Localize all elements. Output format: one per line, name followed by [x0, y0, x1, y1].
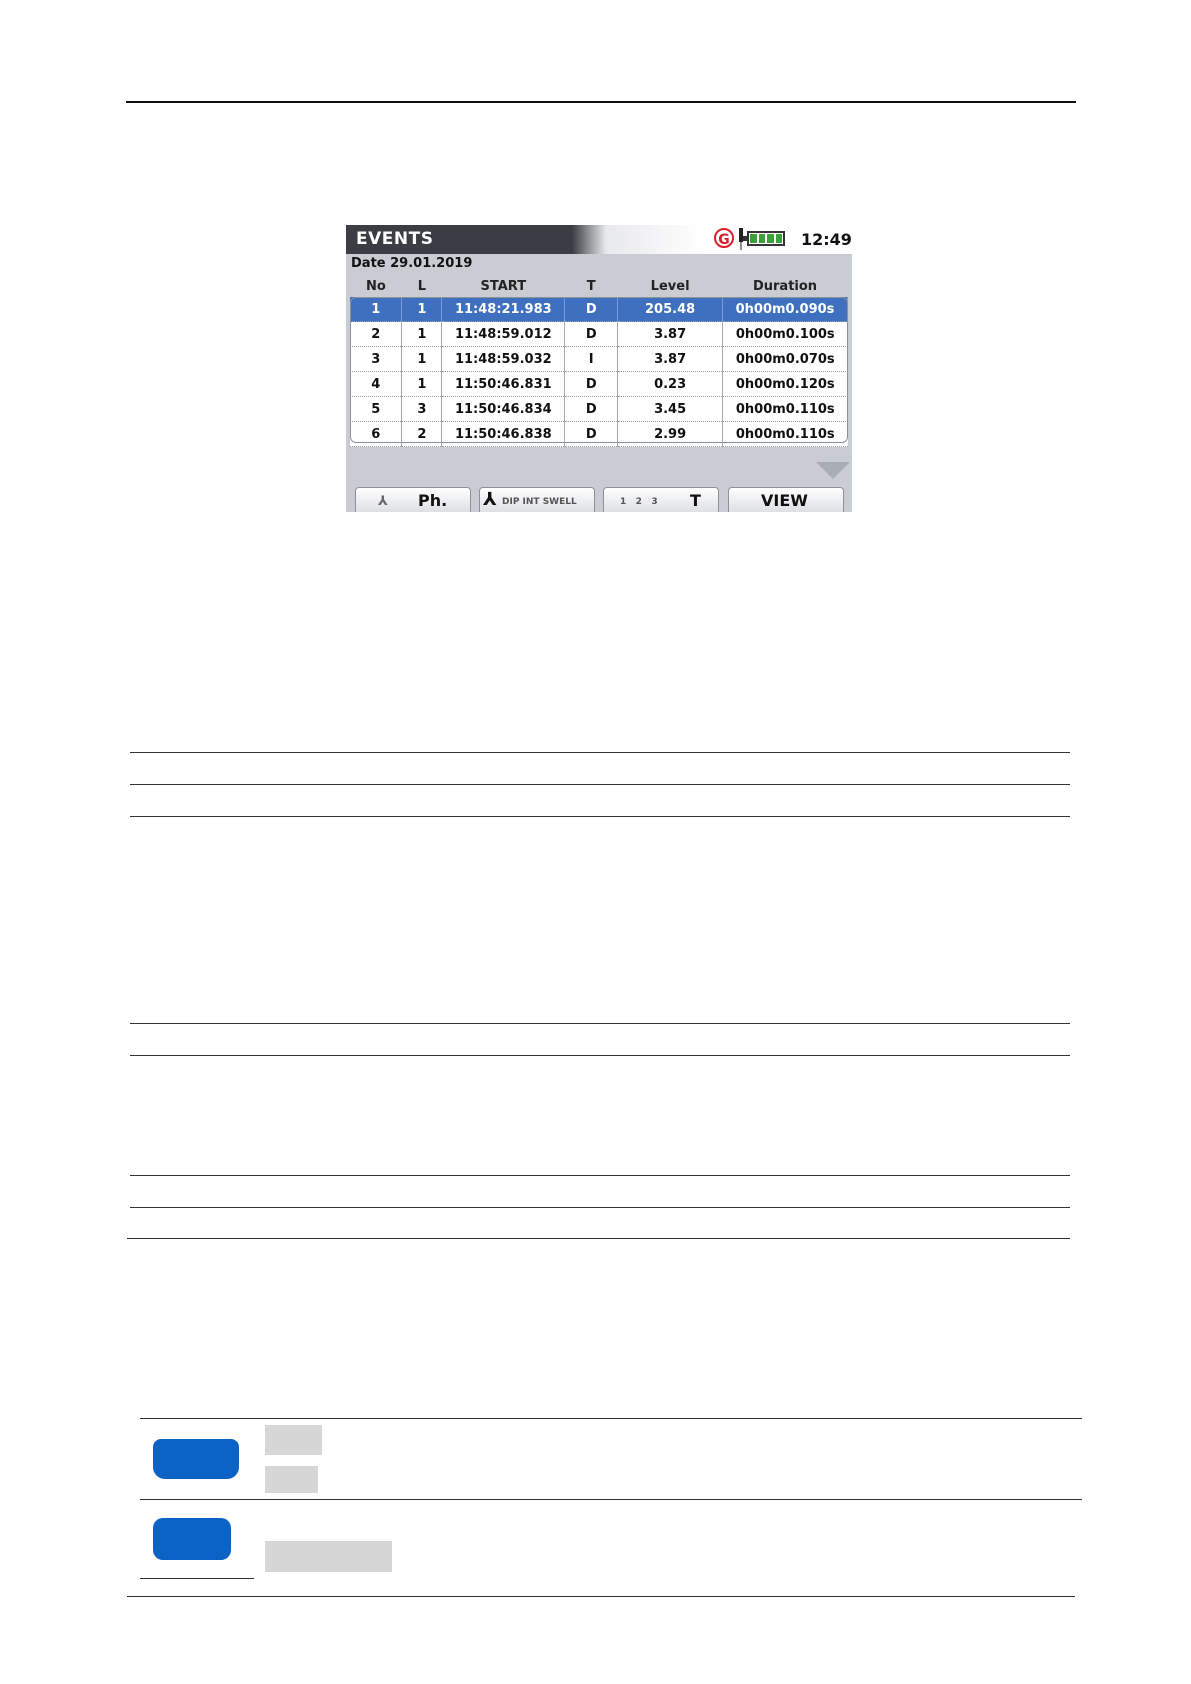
events-table	[350, 275, 848, 447]
cell-start: 11:50:46.834	[442, 397, 565, 422]
cell-duration: 0h00m0.070s	[723, 347, 848, 372]
cell-l: 3	[402, 397, 442, 422]
cell-no: 1	[350, 297, 402, 322]
table-rule	[127, 1238, 1070, 1239]
phase-total-label: T	[690, 491, 701, 510]
redacted-label	[265, 1425, 322, 1455]
cell-duration: 0h00m0.110s	[723, 397, 848, 422]
cell-level: 3.87	[618, 347, 723, 372]
view-label: VIEW	[761, 491, 808, 510]
table-rule	[130, 1175, 1070, 1176]
table-rule	[130, 1207, 1070, 1208]
scroll-down-icon[interactable]	[816, 462, 850, 479]
legend-rule	[140, 1418, 1082, 1419]
cell-level: 2.99	[618, 422, 723, 447]
cell-start: 11:50:46.831	[442, 372, 565, 397]
column-header-level: Level	[650, 278, 690, 294]
phase-filter-label: Ph.	[418, 491, 448, 510]
legend-rule	[127, 1596, 1075, 1597]
event-type-icon: ⅄	[483, 489, 497, 510]
phase-list: 1 2 3	[620, 497, 658, 507]
table-row[interactable]	[350, 322, 848, 347]
header-rule	[126, 101, 1076, 103]
phase-select-button[interactable]	[603, 487, 719, 512]
cell-duration: 0h00m0.100s	[723, 322, 848, 347]
cell-l: 1	[402, 322, 442, 347]
cell-duration: 0h00m0.090s	[723, 297, 848, 322]
cell-l: 1	[402, 297, 442, 322]
column-header-no: No	[366, 278, 386, 294]
table-row-selected[interactable]	[350, 297, 848, 322]
cell-duration: 0h00m0.110s	[723, 422, 848, 447]
table-rule	[130, 752, 1070, 753]
cell-start: 11:48:21.983	[442, 297, 565, 322]
cell-duration: 0h00m0.120s	[723, 372, 848, 397]
legend-rule	[140, 1499, 1082, 1500]
table-rule	[130, 1023, 1070, 1024]
cell-level: 3.87	[618, 322, 723, 347]
cell-t: D	[565, 297, 618, 322]
cell-t: D	[565, 397, 618, 422]
redacted-label	[265, 1466, 318, 1493]
table-row[interactable]	[350, 372, 848, 397]
function-key-icon	[153, 1518, 231, 1560]
cell-l: 2	[402, 422, 442, 447]
event-type-button[interactable]	[479, 487, 595, 512]
cell-t: D	[565, 422, 618, 447]
instrument-screen	[346, 225, 852, 512]
cell-level: 205.48	[618, 297, 723, 322]
cell-no: 5	[350, 397, 402, 422]
cell-t: D	[565, 322, 618, 347]
cell-l: 1	[402, 347, 442, 372]
cell-start: 11:50:46.838	[442, 422, 565, 447]
table-row[interactable]	[350, 422, 848, 447]
cell-no: 6	[350, 422, 402, 447]
cell-t: D	[565, 372, 618, 397]
legend-rule	[140, 1578, 254, 1579]
cell-no: 3	[350, 347, 402, 372]
event-type-label: DIP INT SWELL	[502, 497, 577, 507]
battery-icon	[747, 231, 785, 246]
column-header-duration: Duration	[752, 278, 818, 294]
column-header-t: T	[586, 278, 596, 294]
cell-start: 11:48:59.032	[442, 347, 565, 372]
cell-l: 1	[402, 372, 442, 397]
cell-start: 11:48:59.012	[442, 322, 565, 347]
table-row[interactable]	[350, 397, 848, 422]
screen-title: EVENTS	[356, 229, 434, 249]
cell-no: 2	[350, 322, 402, 347]
column-header-start: START	[480, 278, 527, 294]
column-header-l: L	[417, 278, 427, 294]
function-key-icon	[153, 1439, 239, 1479]
cell-level: 0.23	[618, 372, 723, 397]
redacted-label	[265, 1541, 392, 1572]
cell-no: 4	[350, 372, 402, 397]
table-rule	[130, 784, 1070, 785]
gps-icon: G	[714, 228, 734, 248]
phase-filter-button[interactable]	[355, 487, 471, 512]
cell-t: I	[565, 347, 618, 372]
table-rule	[130, 1055, 1070, 1056]
clock: 12:49	[801, 230, 852, 249]
title-bar	[346, 225, 852, 254]
cell-level: 3.45	[618, 397, 723, 422]
view-button[interactable]	[728, 487, 844, 512]
table-rule	[130, 816, 1070, 817]
phase-icon: ⅄	[378, 494, 388, 509]
table-header-row	[350, 275, 848, 297]
table-row[interactable]	[350, 347, 848, 372]
date-line: Date 29.01.2019	[351, 256, 473, 271]
